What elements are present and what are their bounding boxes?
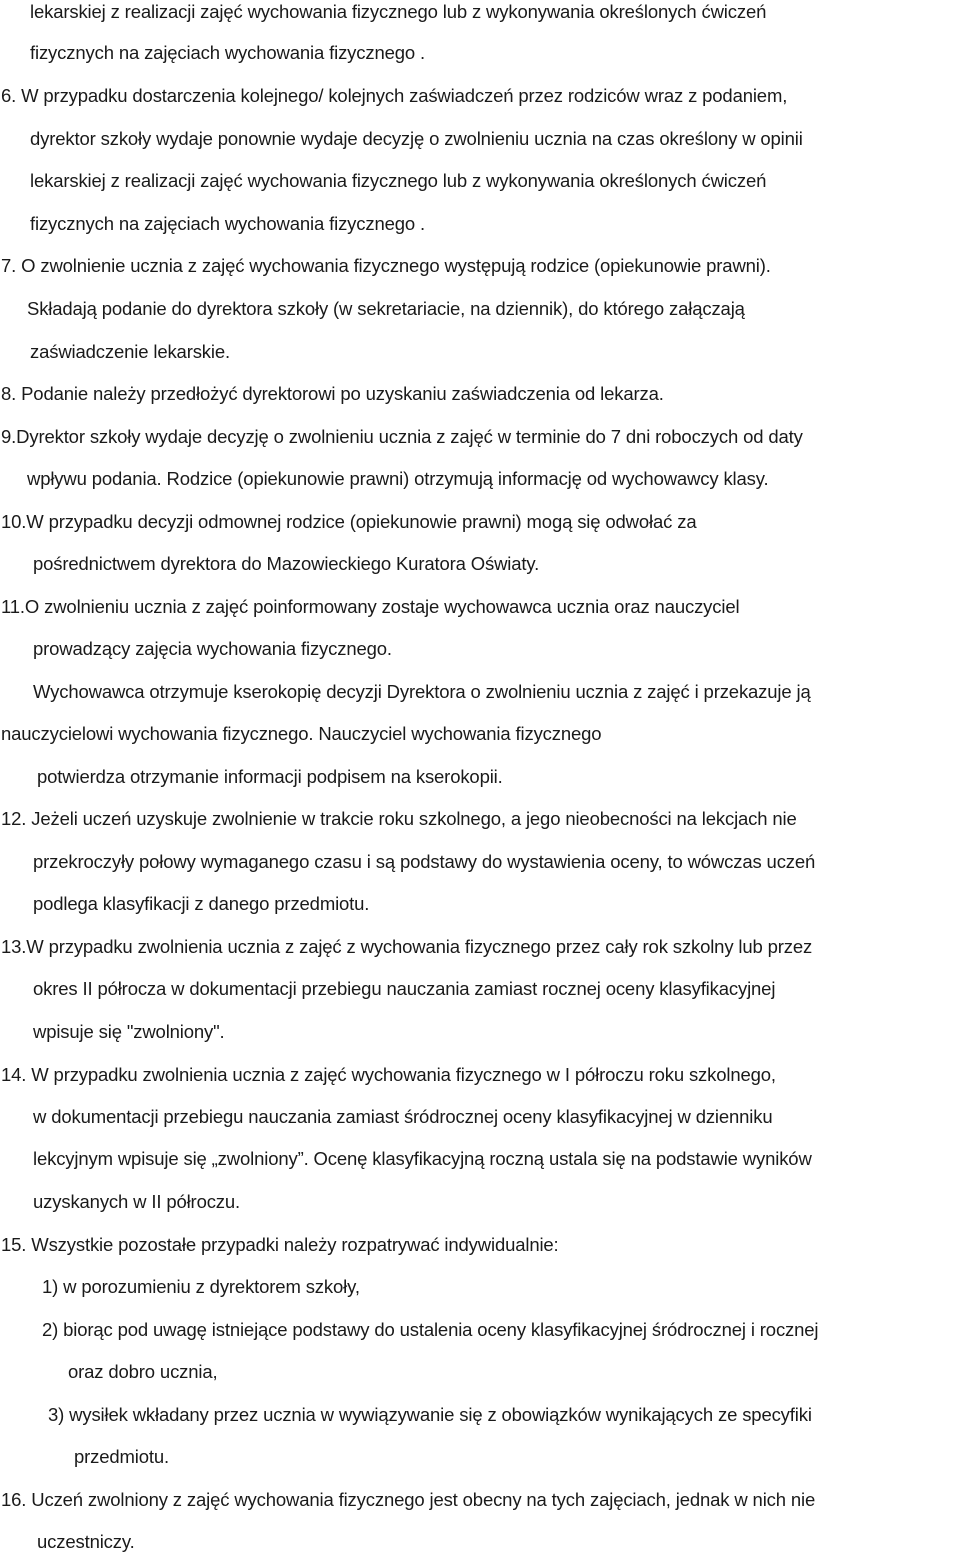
text-line: 3) wysiłek wkładany przez ucznia w wywiązywanie się z obowiązków wynikających ze specyfiki [48, 1404, 812, 1425]
text-line: wpisuje się "zwolniony". [33, 1021, 225, 1042]
text-line: lekarskiej z realizacji zajęć wychowania fizycznego lub z wykonywania określonych ćwiczeń [30, 1, 767, 22]
text-line: fizycznych na zajęciach wychowania fizycznego . [30, 213, 426, 234]
text-line: 14. W przypadku zwolnienia ucznia z zajęć wychowania fizycznego w I półroczu roku szkolnego, [1, 1064, 776, 1085]
text-line: prowadzący zajęcia wychowania fizycznego. [33, 638, 392, 659]
text-line: uzyskanych w II półroczu. [33, 1191, 241, 1212]
text-line: potwierdza otrzymanie informacji podpisem na kserokopii. [37, 766, 503, 787]
text-line: okres II półrocza w dokumentacji przebiegu nauczania zamiast rocznej oceny klasyfikacyjnej [33, 978, 776, 999]
text-line: 8. Podanie należy przedłożyć dyrektorowi po uzyskaniu zaświadczenia od lekarza. [1, 383, 664, 404]
text-line: nauczycielowi wychowania fizycznego. Nauczyciel wychowania fizycznego [1, 723, 602, 744]
text-line: dyrektor szkoły wydaje ponownie wydaje decyzję o zwolnieniu ucznia na czas określony w opinii [30, 128, 803, 149]
text-line: 9.Dyrektor szkoły wydaje decyzję o zwolnieniu ucznia z zajęć w terminie do 7 dni roboczych od daty [1, 426, 803, 447]
text-line: 1) w porozumieniu z dyrektorem szkoły, [42, 1276, 360, 1297]
text-line: 15. Wszystkie pozostałe przypadki należy rozpatrywać indywidualnie: [1, 1234, 559, 1255]
text-line: 13.W przypadku zwolnienia ucznia z zajęć z wychowania fizycznego przez cały rok szkolny lub przez [1, 936, 813, 957]
text-line: przekroczyły połowy wymaganego czasu i są podstawy do wystawienia oceny, to wówczas uczeń [33, 851, 816, 872]
text-line: uczestniczy. [37, 1531, 135, 1552]
text-line: wpływu podania. Rodzice (opiekunowie prawni) otrzymują informację od wychowawcy klasy. [27, 468, 769, 489]
text-line: w dokumentacji przebiegu nauczania zamiast śródrocznej oceny klasyfikacyjnej w dzienniku [33, 1106, 773, 1127]
text-line: Składają podanie do dyrektora szkoły (w sekretariacie, na dziennik), do którego załączają [27, 298, 745, 319]
text-line: zaświadczenie lekarskie. [30, 341, 230, 362]
text-line: podlega klasyfikacji z danego przedmiotu. [33, 893, 370, 914]
text-line: 7. O zwolnienie ucznia z zajęć wychowania fizycznego występują rodzice (opiekunowie prawni). [1, 255, 771, 276]
text-line: lekarskiej z realizacji zajęć wychowania fizycznego lub z wykonywania określonych ćwiczeń [30, 170, 767, 191]
text-line: 16. Uczeń zwolniony z zajęć wychowania fizycznego jest obecny na tych zajęciach, jednak w nich nie [1, 1489, 816, 1510]
text-line: 12. Jeżeli uczeń uzyskuje zwolnienie w trakcie roku szkolnego, a jego nieobecności na lekcjach nie [1, 808, 797, 829]
text-line: 10.W przypadku decyzji odmownej rodzice (opiekunowie prawni) mogą się odwołać za [1, 511, 697, 532]
text-line: Wychowawca otrzymuje kserokopię decyzji Dyrektora o zwolnieniu ucznia z zajęć i przekazuje ją [33, 681, 811, 702]
text-line: przedmiotu. [74, 1446, 170, 1467]
text-line: pośrednictwem dyrektora do Mazowieckiego Kuratora Oświaty. [33, 553, 540, 574]
text-line: 2) biorąc pod uwagę istniejące podstawy do ustalenia oceny klasyfikacyjnej śródrocznej i rocznej [42, 1319, 819, 1340]
text-line: oraz dobro ucznia, [68, 1361, 218, 1382]
text-line: lekcyjnym wpisuje się „zwolniony”. Ocenę klasyfikacyjną roczną ustala się na podstawie wyników [33, 1148, 812, 1169]
text-line: fizycznych na zajęciach wychowania fizycznego . [30, 42, 426, 63]
text-line: 6. W przypadku dostarczenia kolejnego/ kolejnych zaświadczeń przez rodziców wraz z podaniem, [1, 85, 788, 106]
text-line: 11.O zwolnieniu ucznia z zajęć poinformowany zostaje wychowawca ucznia oraz nauczyciel [1, 596, 740, 617]
